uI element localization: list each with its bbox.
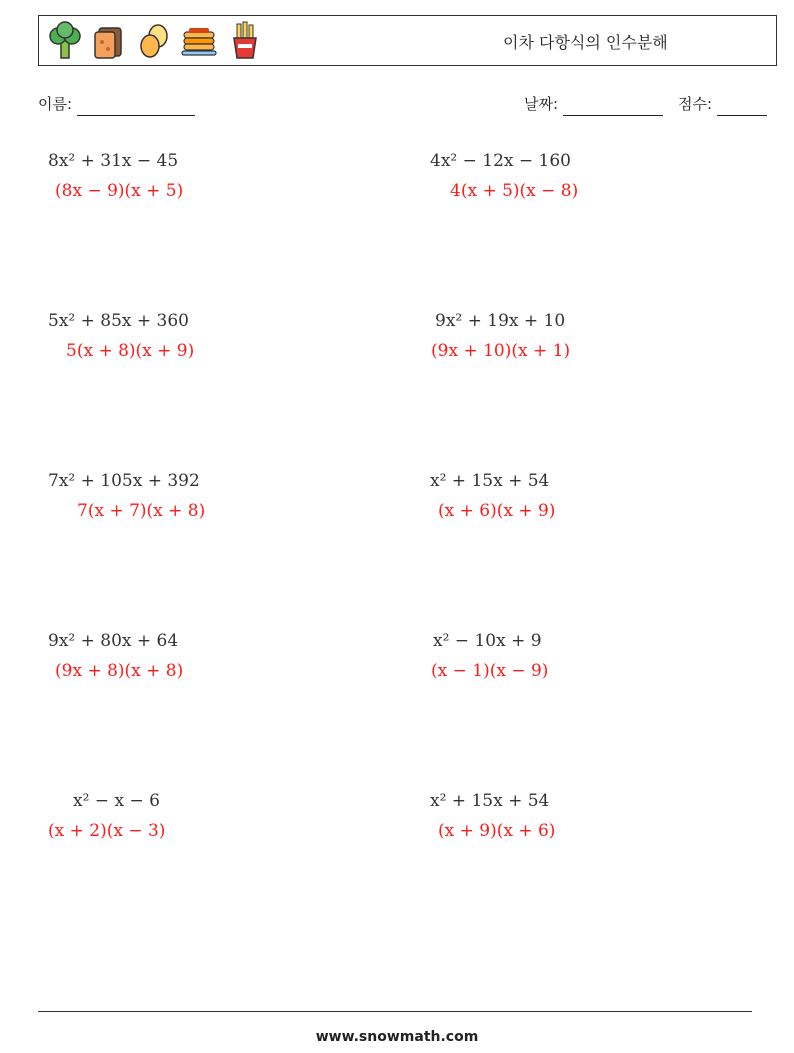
footer-divider xyxy=(38,1011,752,1012)
name-blank xyxy=(77,97,195,116)
problem-2: 4x² − 12x − 160 xyxy=(430,151,571,171)
answer-2: 4(x + 5)(x − 8) xyxy=(450,181,579,201)
name-field xyxy=(38,93,195,116)
problem-6: x² + 15x + 54 xyxy=(430,471,550,491)
answer-7: (9x + 8)(x + 8) xyxy=(55,661,184,681)
problem-3: 5x² + 85x + 360 xyxy=(48,311,189,331)
answer-10: (x + 9)(x + 6) xyxy=(438,821,556,841)
problem-7: 9x² + 80x + 64 xyxy=(48,631,179,651)
worksheet-title: 이차 다항식의 인수분해 xyxy=(503,33,668,52)
answer-8: (x − 1)(x − 9) xyxy=(431,661,549,681)
problem-4: 9x² + 19x + 10 xyxy=(435,311,566,331)
toast-icon xyxy=(91,20,127,62)
problem-8: x² − 10x + 9 xyxy=(433,631,542,651)
date-blank xyxy=(563,97,663,116)
answer-9: (x + 2)(x − 3) xyxy=(48,821,166,841)
date-field xyxy=(524,93,663,116)
header-box xyxy=(38,15,777,66)
broccoli-icon xyxy=(47,20,83,62)
fries-icon xyxy=(227,20,263,62)
date-label: 날짜: xyxy=(524,95,559,113)
answer-1: (8x − 9)(x + 5) xyxy=(55,181,184,201)
score-blank xyxy=(717,97,767,116)
answer-5: 7(x + 7)(x + 8) xyxy=(77,501,206,521)
footer-site[interactable]: www.snowmath.com xyxy=(315,1029,479,1045)
answer-3: 5(x + 8)(x + 9) xyxy=(66,341,195,361)
problem-9: x² − x − 6 xyxy=(73,791,160,811)
eggs-icon xyxy=(136,20,172,62)
name-label: 이름: xyxy=(38,95,73,113)
score-field xyxy=(678,93,767,116)
answer-6: (x + 6)(x + 9) xyxy=(438,501,556,521)
score-label: 점수: xyxy=(678,95,713,113)
problem-1: 8x² + 31x − 45 xyxy=(48,151,179,171)
problem-10: x² + 15x + 54 xyxy=(430,791,550,811)
pancakes-icon xyxy=(181,20,217,62)
answer-4: (9x + 10)(x + 1) xyxy=(431,341,571,361)
problem-5: 7x² + 105x + 392 xyxy=(48,471,200,491)
